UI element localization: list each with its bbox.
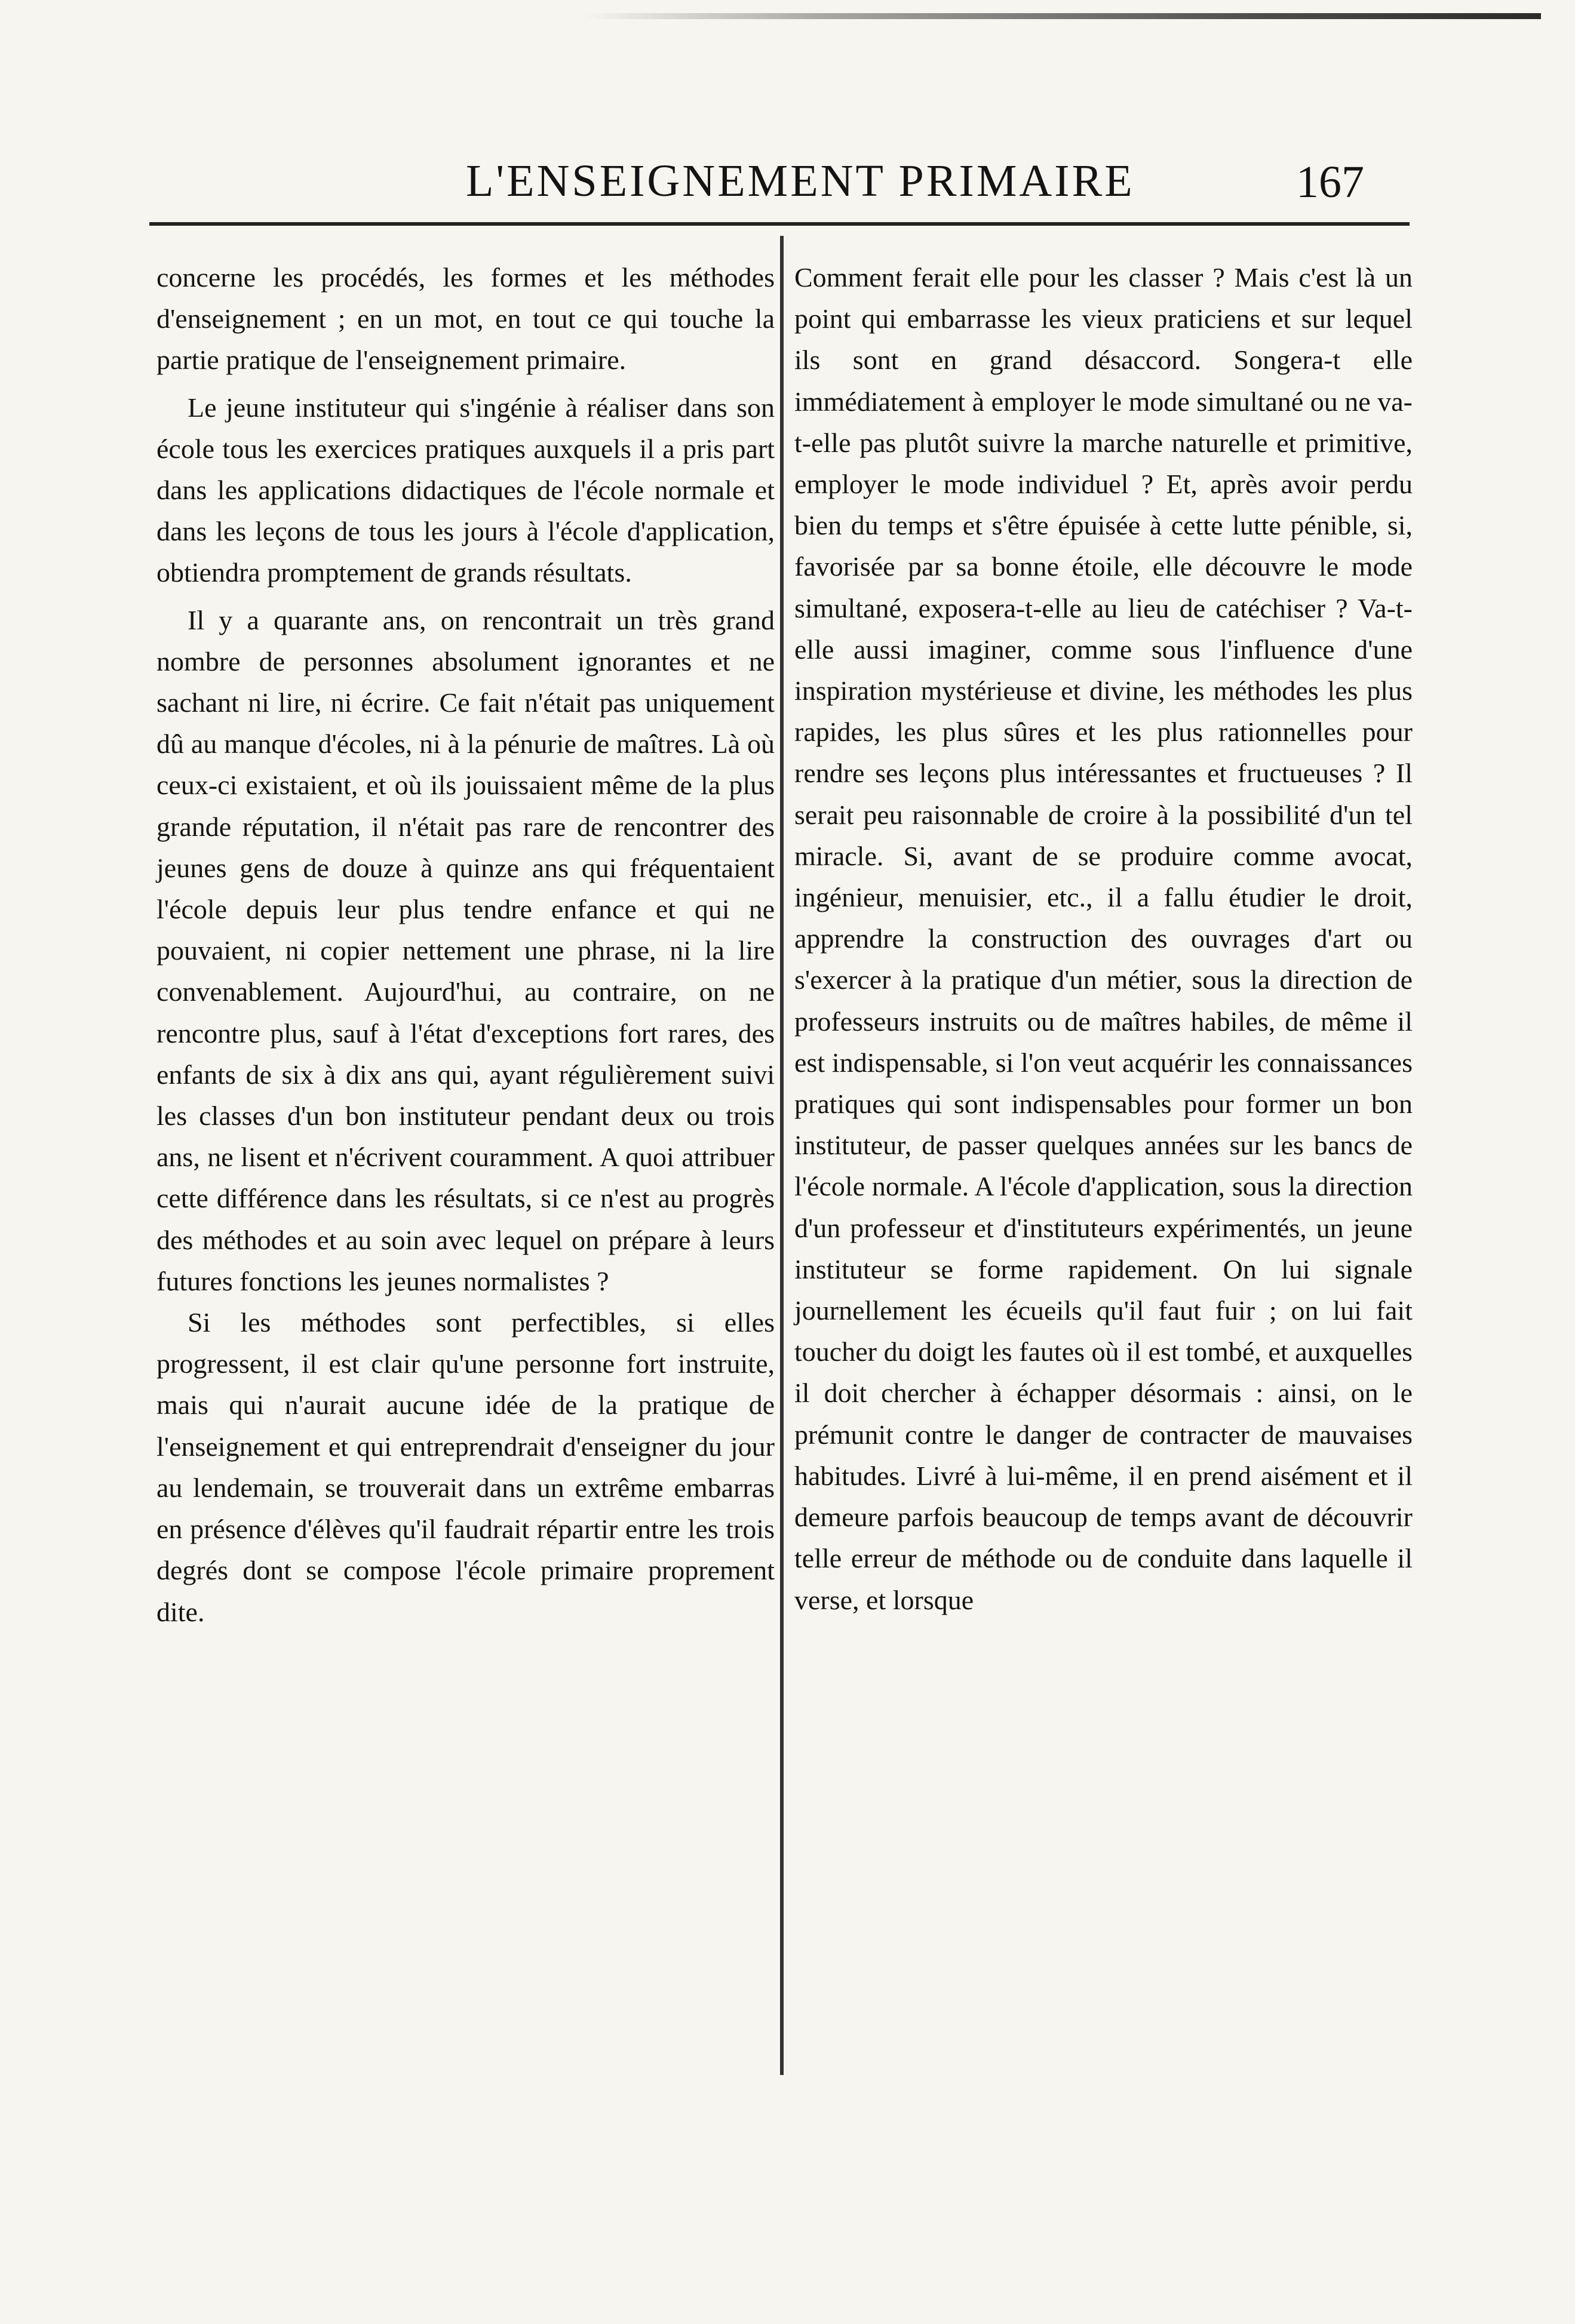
left-paragraph-3: Il y a quarante ans, on rencontrait un très grand nombre de personnes absolument ignorantes et ne sachant ni lire, ni écrire. Ce fait n'était pas uniquement dû au manque d'écoles, ni à la pénurie de maîtres. Là où ceux-ci existaient, et où ils jouissaient même de la plus grande réputation, il n'était pas rare de rencontrer des jeunes gens de douze à quinze ans qui fréquentaient l'école depuis leur plus tendre enfance et qui ne pouvaient, ni copier nettement une phrase, ni la lire convenablement. Aujourd'hui, au contraire, on ne rencontre plus, sauf à l'état d'exceptions fort rares, des enfants de six à dix ans qui, ayant régulièrement suivi les classes d'un bon instituteur pendant deux ou trois ans, ne lisent et n'écrivent couramment. A quoi attribuer cette différence dans les résultats, si ce n'est au progrès des méthodes et au soin avec lequel on prépare à leurs futures fonctions les jeunes normalistes ?	[156, 604, 775, 1296]
header-rule	[149, 222, 1410, 226]
page-number: 167	[1296, 157, 1364, 207]
right-paragraph-1: Comment ferait elle pour les classer ? Mais c'est là un point qui embarrasse les vieux praticiens et sur lequel ils sont en grand désaccord. Songera-t elle immédiatement à employer le mode simultané ou ne va-t-elle pas plutôt suivre la marche naturelle et primitive, employer le mode individuel ? Et, après avoir perdu bien du temps et s'être épuisée à cette lutte pénible, si, favorisée par sa bonne étoile, elle découvre le mode simultané, exposera-t-elle au lieu de catéchiser ? Va-t-elle aussi imaginer, comme sous l'influence d'une inspiration mystérieuse et divine, les méthodes les plus rapides, les plus sûres et les plus rationnelles pour rendre ses leçons plus intéressantes et fructueuses ? Il serait peu raisonnable de croire à la possibilité d'un tel miracle. Si, avant de se produire comme avocat, ingénieur, menuisier, etc., il a fallu étudier le droit, apprendre la construction des ouvrages d'art ou s'exercer à la pratique d'un métier, sous la direction de professeurs instruits ou de maîtres habiles, de même il est indispensable, si l'on veut acquérir les connaissances pratiques qui sont indispensables pour former un bon instituteur, de passer quelques années sur les bancs de l'école normale. A l'école d'application, sous la direction d'un professeur et d'instituteurs expérimentés, un jeune instituteur se forme rapidement. On lui signale journellement les écueils qu'il faut fuir ; on lui fait toucher du doigt les fautes où il est tombé, et auxquelles il doit chercher à échapper désormais : ainsi, on le prémunit contre le danger de contracter de mauvaises habitudes. Livré à lui-même, il en prend aisément et il demeure parfois beaucoup de temps avant de découvrir telle erreur de méthode ou de conduite dans laquelle il verse, et lorsque	[794, 262, 1413, 1615]
left-column	[156, 257, 775, 1633]
left-paragraph-2: Le jeune instituteur qui s'ingénie à réaliser dans son école tous les exercices pratiques auxquels il a pris part dans les applications didactiques de l'école normale et dans les leçons de tous les jours à l'école d'application, obtiendra promptement de grands résultats.	[156, 392, 775, 588]
right-column	[794, 257, 1413, 1621]
left-paragraph-4: Si les méthodes sont perfectibles, si elles progressent, il est clair qu'une personne fort instruite, mais qui n'aurait aucune idée de la pratique de l'enseignement et qui entreprendrait d'enseigner du jour au lendemain, se trouverait dans un extrême embarras en présence d'élèves qu'il faudrait répartir entre les trois degrés dont se compose l'école primaire proprement dite.	[156, 1307, 775, 1627]
column-divider	[780, 236, 784, 2075]
left-paragraph-1: concerne les procédés, les formes et les méthodes d'enseignement ; en un mot, en tout ce qui touche la partie pratique de l'enseignement primaire.	[156, 262, 775, 376]
top-edge-rule	[585, 13, 1541, 19]
running-title: L'ENSEIGNEMENT PRIMAIRE	[466, 156, 1135, 206]
